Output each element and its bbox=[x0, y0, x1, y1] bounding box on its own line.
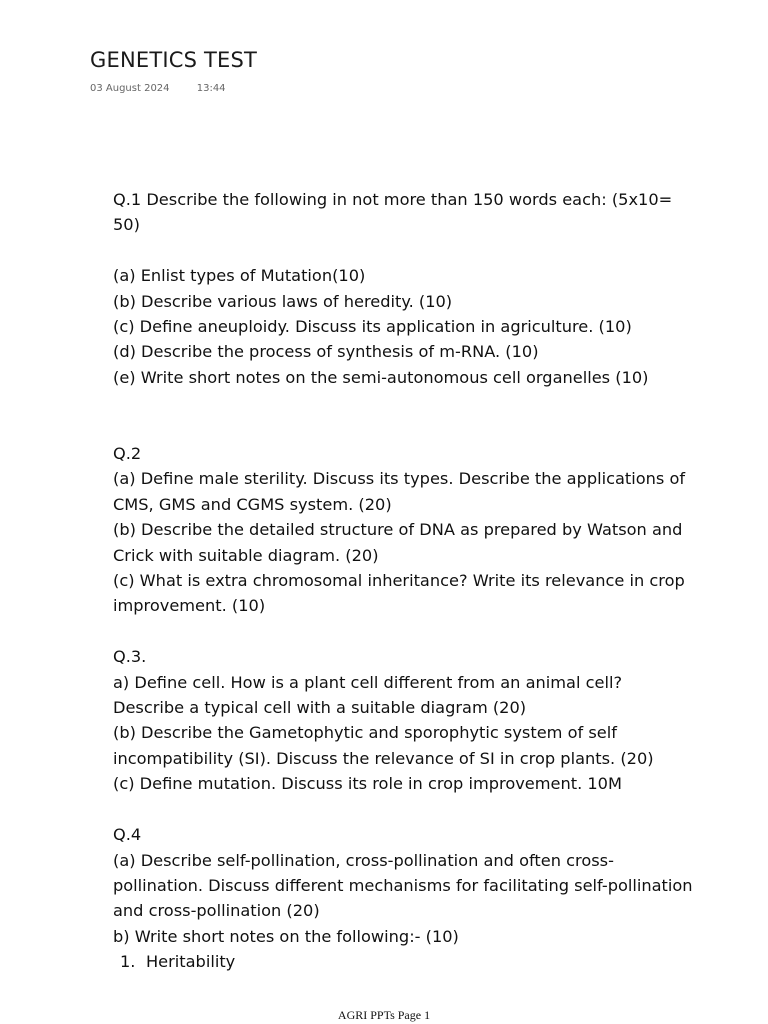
q1-item-d: (d) Describe the process of synthesis of m-RNA. (10) bbox=[113, 342, 539, 362]
q4-item-a: (a) Describe self-pollination, cross-pollination and often cross-pollination. Discuss different mechanisms for facilitating self-pollination and cross-pollination (20) bbox=[113, 850, 693, 921]
q1-heading: Q.1 Describe the following in not more than 150 words each: (5x10= 50) bbox=[113, 190, 673, 235]
spacer bbox=[113, 797, 693, 822]
q2-item-c: (c) What is extra chromosomal inheritance? Write its relevance in crop improvement. (10) bbox=[113, 571, 685, 616]
page-title: GENETICS TEST bbox=[90, 48, 258, 72]
q2-item-a: (a) Define male sterility. Discuss its types. Describe the applications of CMS, GMS and CGMS system. (20) bbox=[113, 469, 686, 514]
q1-item-b: (b) Describe various laws of heredity. (10) bbox=[113, 291, 453, 311]
q1-item-c: (c) Define aneuploidy. Discuss its application in agriculture. (10) bbox=[113, 317, 632, 337]
spacer bbox=[113, 390, 693, 441]
q2-heading: Q.2 bbox=[113, 444, 142, 464]
q4-heading: Q.4 bbox=[113, 825, 142, 845]
page-meta bbox=[90, 83, 226, 94]
page-date: 03 August 2024 bbox=[90, 83, 170, 94]
q3-heading: Q.3. bbox=[113, 647, 147, 667]
q1-item-a: (a) Enlist types of Mutation(10) bbox=[113, 266, 366, 286]
q4-item-b: b) Write short notes on the following:- (10) bbox=[113, 926, 459, 946]
page-footer: AGRI PPTs Page 1 bbox=[337, 1008, 431, 1022]
spacer bbox=[113, 238, 693, 263]
q3-item-b: (b) Describe the Gametophytic and sporophytic system of self incompatibility (SI). Discuss the relevance of SI in crop plants. (20) bbox=[113, 723, 654, 768]
list-item bbox=[113, 949, 693, 974]
q3-item-c: (c) Define mutation. Discuss its role in crop improvement. 10M bbox=[113, 774, 622, 794]
page-time: 13:44 bbox=[196, 83, 226, 94]
question-content bbox=[113, 187, 693, 975]
list-number: 1. bbox=[120, 952, 136, 972]
spacer bbox=[113, 619, 693, 644]
q3-item-a: a) Define cell. How is a plant cell different from an animal cell? Describe a typical cell with a suitable diagram (20) bbox=[113, 672, 623, 718]
list-text: Heritability bbox=[146, 952, 236, 972]
q1-item-e: (e) Write short notes on the semi-autonomous cell organelles (10) bbox=[113, 367, 649, 387]
q2-item-b: (b) Describe the detailed structure of DNA as prepared by Watson and Crick with suitable diagram. (20) bbox=[113, 520, 683, 565]
